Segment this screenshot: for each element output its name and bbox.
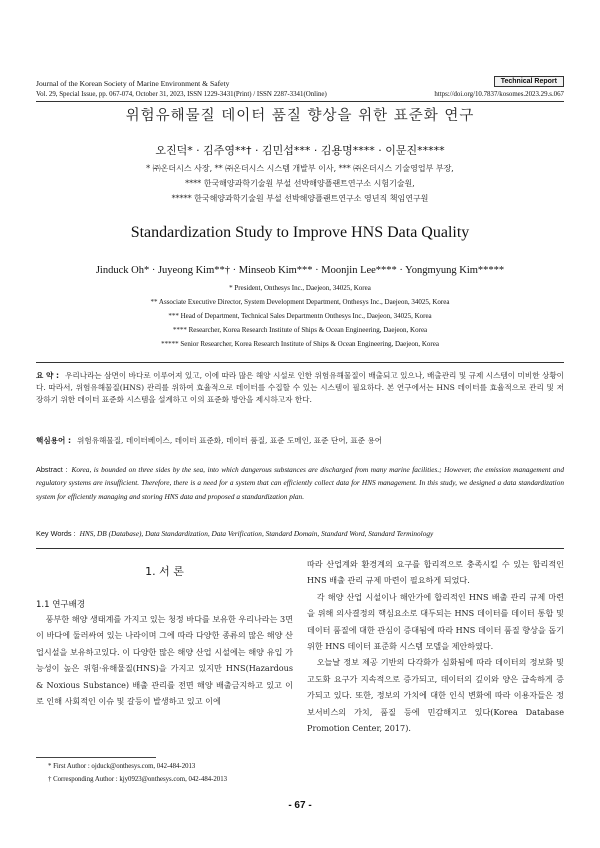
volume-issn-line: Vol. 29, Special Issue, pp. 067-074, October 31, 2023, ISSN 1229-3431(Print) / ISSN 2287-3341(Online)	[36, 91, 327, 98]
korean-abstract	[36, 370, 564, 406]
right-paragraph-3: 오늘날 정보 제공 기반의 다각화가 심화됨에 따라 데이터의 정보화 및 고도화 요구가 지속적으로 증가되고, 데이터의 깊이와 양은 급속하게 증가되고 있다. 또한, 정보의 가치에 대한 인식 변화에 따라 이용자들은 정보서비스의 가치, 품질 등에 민감해지고 있다(Korea Database Promotion Center, 2017).	[307, 657, 564, 734]
english-abstract-label: Abstract :	[36, 465, 68, 474]
english-abstract-text: Korea, is bounded on three sides by the sea, into which dangerous substances are discharged from many marine facilities.; However, the emission management and regulatory systems are insufficient. Therefore, there is a need for a system that can efficiently collect data for HNS management. In this study, we designed a data standardization system for efficiently managing and storing HNS data and proposed a standardization plan.	[36, 465, 564, 501]
english-affiliation-1: * President, Onthesys Inc., Daejeon, 34025, Korea	[229, 284, 371, 292]
subsection-heading: 1.1 연구배경	[36, 600, 86, 610]
english-authors: Jinduck Oh* · Juyeong Kim**† · Minseob Kim*** · Moonjin Lee**** · Yongmyung Kim*****	[95, 265, 505, 276]
header-rule	[36, 101, 564, 102]
page-number: - 67 -	[288, 800, 312, 811]
korean-abstract-label: 요 약 :	[36, 371, 60, 380]
right-column	[307, 556, 564, 736]
korean-affiliation-2: **** 한국해양과학기술원 부설 선박해양플랜트연구소 시험기술원,	[185, 179, 415, 188]
footnote-corresponding-author: † Corresponding Author : kjy0923@onthesys.com, 042-484-2013	[48, 776, 228, 783]
english-affiliation-3: *** Head of Department, Technical Sales Departmentn Onthesys Inc., Daejeon, 34025, Korea	[168, 312, 432, 320]
korean-affiliation-3: ***** 한국해양과학기술원 부설 선박해양플랜트연구소 영년직 책임연구원	[171, 194, 429, 203]
english-keywords	[36, 529, 564, 538]
korean-keywords-label: 핵심용어 :	[36, 436, 72, 445]
doi-link[interactable]: https://doi.org/10.7837/kosomes.2023.29.s.067	[434, 91, 564, 98]
right-paragraph-2: 각 해양 산업 시설이나 해안가에 합리적인 HNS 배출 관리 규제 마련을 위해 의사결정의 핵심요소로 대두되는 HNS 데이터를 데이터 통합 및 데이터 품질에 대한 관심이 증대됨에 따라 HNS 데이터 품질 향상을 돕기위한 HNS 데이터 표준화 시스템 모델을 제안하였다.	[307, 591, 564, 652]
korean-authors: 오진덕* · 김주영**† · 김민섭*** · 김용명**** · 이문진*****	[155, 144, 445, 157]
english-affiliation-2: ** Associate Executive Director, System Development Department, Onthesys Inc., Daejeon, 34025, Korea	[150, 298, 450, 306]
korean-keywords-text: 위험유해물질, 데이터베이스, 데이터 표준화, 데이터 품질, 표준 도메인, 표준 단어, 표준 용어	[77, 436, 383, 445]
english-keywords-text: HNS, DB (Database), Data Standardization, Data Verification, Standard Domain, Standard Word, Standard Terminology	[79, 529, 434, 538]
article-type-badge: Technical Report	[494, 76, 564, 87]
korean-abstract-text: 우리나라는 삼면이 바다로 이루어져 있고, 이에 따라 많은 해양 시설로 인한 위험유해물질이 배출되고 있으나, 배출관리 및 규제 시스템이 미비한 상황이다. 따라서, 위험유해물질(HNS) 관리를 위하여 효율적으로 데이터를 수집할 수 있는 시스템이 필요하다. 본 연구에서는 HNS 데이터를 효율적으로 관리 및 저장하기 위한 데이터 표준화 시스템을 설계하고 이의 표준화 방안을 제시하고자 한다.	[36, 371, 564, 404]
left-column	[36, 611, 293, 709]
section-heading: 1. 서 론	[145, 565, 184, 578]
english-affiliation-5: ***** Senior Researcher, Korea Research Institute of Ships & Ocean Engineering, Daejeon, Korea	[161, 340, 439, 348]
korean-title: 위험유해물질 데이터 품질 향상을 위한 표준화 연구	[125, 108, 475, 124]
korean-keywords	[36, 435, 564, 446]
english-abstract	[36, 463, 564, 503]
footnote-rule	[36, 757, 156, 758]
english-affiliation-4: **** Researcher, Korea Research Institute of Ships & Ocean Engineering, Daejeon, Korea	[172, 326, 428, 334]
english-keywords-label: Key Words :	[36, 529, 76, 538]
journal-name: Journal of the Korean Society of Marine Environment & Safety	[36, 79, 230, 88]
english-title: Standardization Study to Improve HNS Data Quality	[130, 224, 470, 241]
footnote-first-author: * First Author : ojduck@onthesys.com, 042-484-2013	[48, 763, 196, 770]
abstract-top-rule	[36, 362, 564, 363]
right-paragraph-1: 따라 산업계와 환경계의 요구를 합리적으로 충족시킬 수 있는 합리적인 HNS 배출 관리 규제 마련이 필요하게 되었다.	[307, 559, 564, 586]
korean-affiliation-1: * ㈜온더시스 사장, ** ㈜온더시스 시스템 개발부 이사, *** ㈜온더시스 기술영업부 부장,	[146, 164, 454, 173]
abstract-bottom-rule	[36, 548, 564, 549]
left-paragraph-1: 풍부한 해양 생태계를 가지고 있는 청정 바다를 보유한 우리나라는 3면이 바다에 둘러싸여 있는 나라이며 그에 따라 다양한 종류의 많은 해양 산업시설을 보유하고있다. 이 다양한 많은 해양 산업 시설에는 해양 유입 가능성이 높은 위험·유해물질(HNS)을 가지고 있지만 HNS(Hazardous & Noxious Substance) 배출 관리를 전면 해양 배출금지하고 있고 이로 인해 사회적인 이슈 및 갈등이 발생하고 있고 이에	[36, 614, 293, 707]
